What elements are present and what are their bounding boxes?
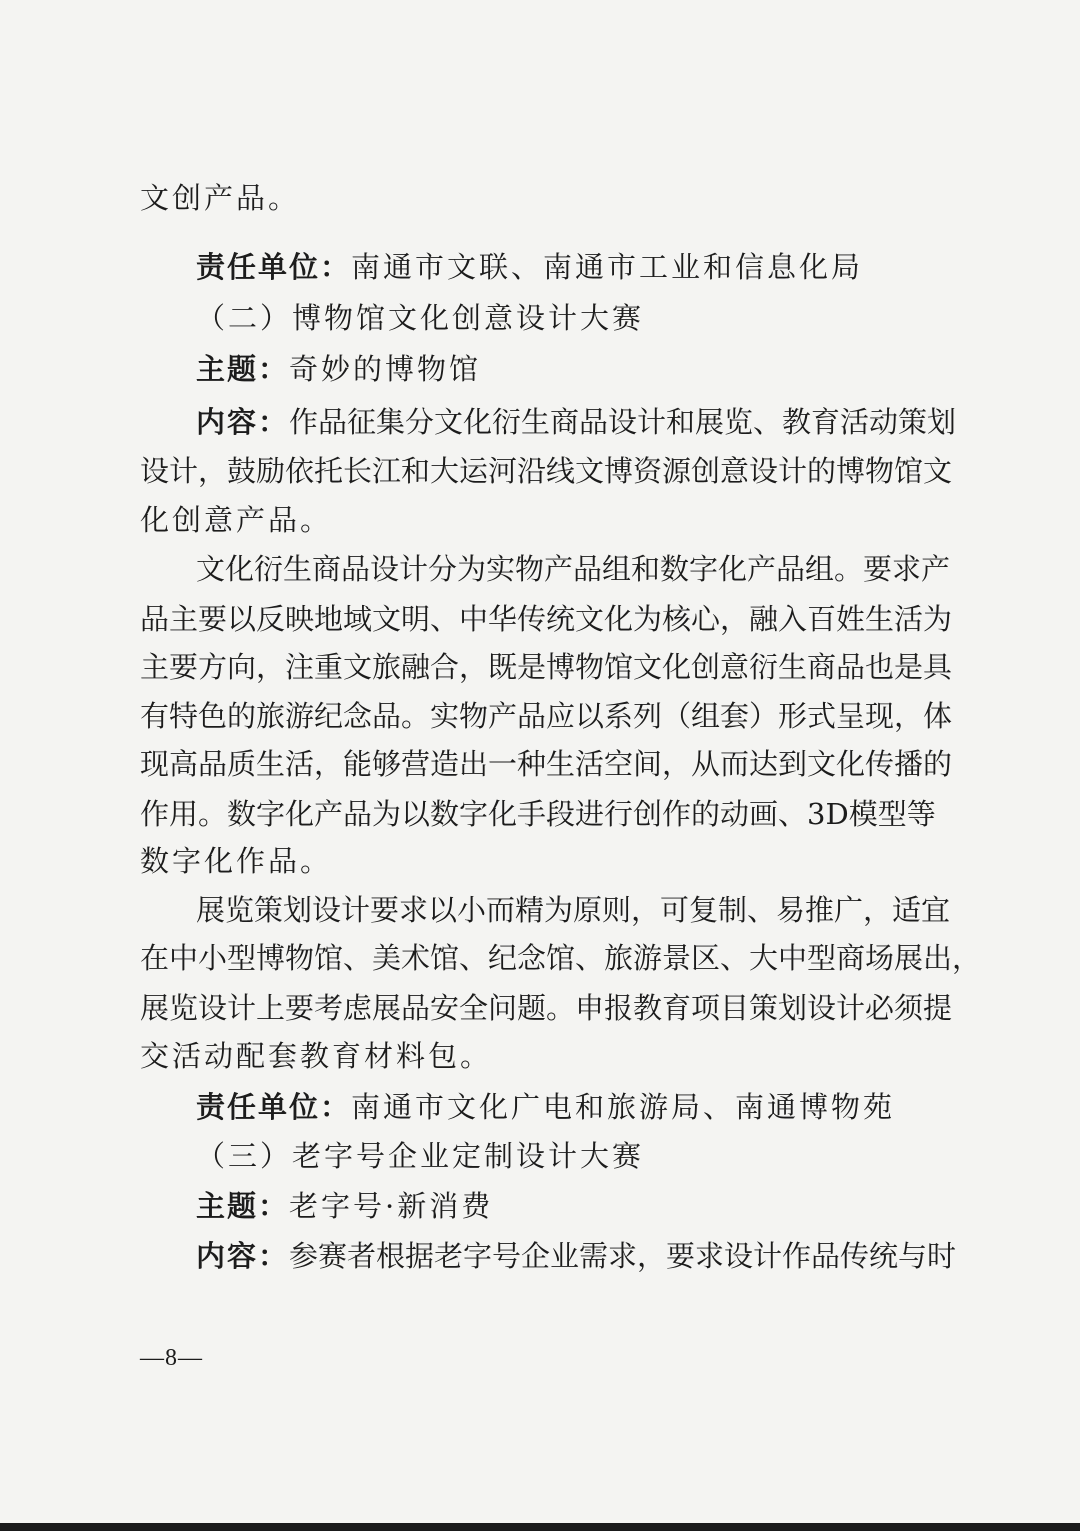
scan-edge-bar bbox=[0, 1523, 1080, 1531]
body-line: 设计，鼓励依托长江和大运河沿线文博资源创意设计的博物馆文 bbox=[140, 454, 953, 488]
body-line: 数字化作品。 bbox=[140, 844, 333, 878]
theme-label: 主题： bbox=[196, 352, 290, 386]
body-line: 在中小型博物馆、美术馆、纪念馆、旅游景区、大中型商场展出， bbox=[140, 941, 982, 975]
body-line: 文化衍生商品设计分为实物产品组和数字化产品组。要求产 bbox=[196, 552, 951, 586]
content-line: 内容：作品征集分文化衍生商品设计和展览、教育活动策划 bbox=[196, 405, 957, 439]
responsible-unit-label: 责任单位： bbox=[196, 250, 352, 284]
body-line: 现高品质生活，能够营造出一种生活空间，从而达到文化传播的 bbox=[140, 747, 953, 781]
body-line: 有特色的旅游纪念品。实物产品应以系列（组套）形式呈现，体 bbox=[140, 699, 953, 733]
responsible-unit-label: 责任单位： bbox=[196, 1090, 352, 1124]
body-line: 展览策划设计要求以小而精为原则，可复制、易推广，适宜 bbox=[196, 893, 951, 927]
responsible-unit-line: 责任单位：南通市文化广电和旅游局、南通博物苑 bbox=[196, 1090, 896, 1124]
content-label: 内容： bbox=[196, 1239, 290, 1273]
theme-line: 主题：老字号·新消费 bbox=[196, 1189, 494, 1223]
section-heading: （三）老字号企业定制设计大赛 bbox=[196, 1139, 645, 1173]
body-line: 展览设计上要考虑展品安全问题。申报教育项目策划设计必须提 bbox=[140, 991, 953, 1025]
page-number: —8— bbox=[140, 1345, 203, 1371]
body-line: 化创意产品。 bbox=[140, 503, 333, 537]
body-line: 品主要以反映地域文明、中华传统文化为核心，融入百姓生活为 bbox=[140, 602, 953, 636]
theme-line: 主题：奇妙的博物馆 bbox=[196, 352, 482, 386]
theme-label: 主题： bbox=[196, 1189, 290, 1223]
content-label: 内容： bbox=[196, 405, 290, 439]
responsible-unit-line: 责任单位：南通市文联、南通市工业和信息化局 bbox=[196, 250, 864, 284]
body-line: 作用。数字化产品为以数字化手段进行创作的动画、3D模型等 bbox=[140, 797, 936, 831]
body-line: 交活动配套教育材料包。 bbox=[140, 1039, 493, 1073]
body-line: 主要方向，注重文旅融合，既是博物馆文化创意衍生商品也是具 bbox=[140, 650, 953, 684]
section-heading: （二）博物馆文化创意设计大赛 bbox=[196, 301, 645, 335]
content-line: 内容：参赛者根据老字号企业需求，要求设计作品传统与时 bbox=[196, 1239, 957, 1273]
body-line: 文创产品。 bbox=[140, 181, 301, 215]
